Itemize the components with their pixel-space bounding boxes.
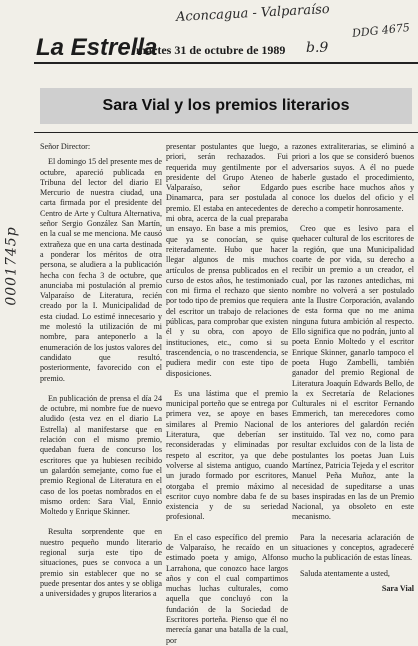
article-column-2 (166, 142, 288, 645)
article-column-1 (40, 142, 162, 600)
handwritten-page-number: b.9 (306, 40, 329, 56)
masthead-rule (34, 62, 418, 64)
paragraph: En el caso específico del premio de Valparaíso, he recaído en un estimado poeta y amigo, Alfonso Larrahona, que conozco hace largos años y con el cual compartimos muchas luchas culturales, como aquella que concluyó con la fundación de la Sociedad de Escritores porteña. Pienso que él no merecía ganar una batalla de la cual, por (166, 532, 288, 645)
headline-band (40, 88, 412, 124)
letter-closing: Saluda atentamente a usted, (300, 568, 390, 578)
handwritten-reference-code: DDG 4675 (351, 21, 411, 40)
paragraph: razones extraliterarias, se eliminó a priori a los que se consideró buenos adversarios suyos. A él no puede haberle gustado el procedimiento, pues escribe hace muchos años y conoce los duelos del oficio y el derecho a competir honrosamente. (292, 142, 414, 213)
paragraph: Creo que es lesivo para el quehacer cultural de los escritores de la región, que una Municipalidad coarte de por vida, su derecho a recibir un premio a un creador, el cual, por las razones antedichas, mi nombre no volverá a ser postulado ante la Ilustre Corporación, avalando de esta forma que no me anima ninguna futura ambición al respecto. Ello significa que no podrán, junto al poeta Ennio Moltedo y el escritor Enrique Skinner, ganarlo tampoco el poeta Hugo Zambelli, también ganador del premio Regional de Literatura Joaquín Edwards Bello, de la ex Secretaría de Relaciones Culturales ni el escritor Fernando Emmerich, tan merecedores como los anteriores del galardón recién instituido. Tal vez no, como para resultar excluidos con de la lista de postulantes los poetas Juan Luis Martínez, Patricia Tejeda y el escritor Manuel Peña Muñoz, ante la necesidad de supeditarse a unas bases inspiradas en las de un Premio Nacional, ya obsoleto en este mecanismo. (292, 224, 414, 522)
paragraph: En publicación de prensa el día 24 de octubre, mi nombre fue de nuevo aludido (esta vez en el diario La Estrella) al manifestarse que en relación con el mismo premio, quedaban fuera de concurso los escritores que ya hubiesen recibido un galardón semejante, como fue el premio Regional de Literatura en el caso de los poetas nombrados en el mismo orden: Sara Vial, Ennio Moltedo y Enrique Skinner. (40, 393, 162, 517)
paragraph: presentar postulantes que luego, a priori, serán rechazados. Fui requerida muy gentilmente por el presidente del Grupo Ateneo de Valparaíso, señor Edgardo Dinamarca, para ser postulada al premio. El estaba en antecedentes de mi obra, acerca de la cual preparaba un ensayo. En base a mis premios, que ya se conocían, se quise reiteradamente. Hubo que hacer llegar algunos de mis muchos artículos de prensa publicados en el curso de estos años, he testimoniado con mi firma el rechazo que siento por todo tipo de premios que requiera del escritor un trabajo de relaciones públicas, para comprobar que existen él y su obra, con apoyo de instituciones, etc., como si su trascendencia, o no trascendencia, se pudiera medir con este tipo de disposiciones. (166, 142, 288, 378)
newspaper-masthead: La Estrella (36, 34, 158, 61)
paragraph: Para la necesaria aclaración de situaciones y conceptos, agradeceré mucho la publicación de estas líneas. (292, 532, 414, 563)
paragraph: El domingo 15 del presente mes de octubre, apareció publicada en Tribuna del lector del diario El Mercurio de nuestra ciudad, una carta firmada por el presidente del Centro de Arte y Cultura Alternativa, señor Sergio González San Martín, en la cual se me menciona. Me causó extrañeza que en una carta destinada a ponderar los méritos de otra persona, se aludiera a la publicación hecha con fecha 3 de octubre, que anunciaba mi postulación al premio Valparaíso de Literatura, recién creado por la I. Municipalidad de esta ciudad. Lo estimé innecesario y me molestó la utilización de mi nombre, para anteponerlo a la enumeración de los justos valores del candidato que resultó, posteriormente, favorecido con el premio. (40, 157, 162, 383)
letter-salutation: Señor Director: (40, 142, 91, 151)
letter-signature: Sara Vial (381, 583, 414, 593)
paragraph: Resulta sorprendente que en nuestro pequeño mundo literario regional surja este tipo de situaciones, pues se convoca a un premio sin establecer que no se puede presentar dos antes y se obliga a universidades y grupos literarios a (40, 527, 162, 599)
article-column-3 (292, 142, 414, 600)
handwritten-margin-number: 0001745p (3, 226, 20, 306)
headline-rule (34, 132, 418, 133)
article-headline: Sara Vial y los premios literarios (102, 97, 350, 114)
handwritten-source-note: Aconcagua - Valparaíso (175, 1, 331, 26)
paragraph: Es una lástima que el premio municipal porteño que se entrega por primera vez, se apoye en bases similares al Premio Nacional de Literatura, que deberían ser reconsideradas y eliminadas por respeto al escritor, ya que debe volverse al sistema antiguo, cuando un jurado formado por escritores, otorgaba el premio máximo al escritor cuyo nombre daba fe de su existencia y de su seriedad profesional. (166, 388, 288, 522)
issue-date: martes 31 de octubre de 1989 (136, 43, 286, 57)
